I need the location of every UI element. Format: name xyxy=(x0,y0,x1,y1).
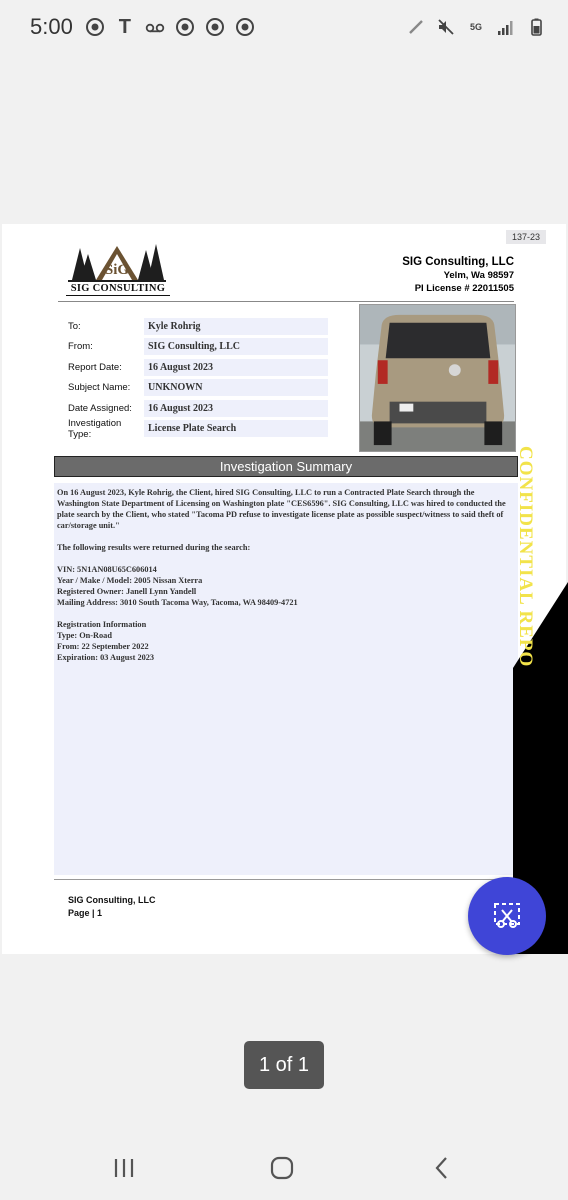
info-value: UNKNOWN xyxy=(144,379,328,396)
info-value: License Plate Search xyxy=(144,420,328,437)
investigation-summary-body xyxy=(54,483,518,875)
summary-intro: On 16 August 2023, Kyle Rohrig, the Client, hired SIG Consulting, LLC to run a Contracted Plate Search through the Washington State Department of Licensing on Washington plate "CES6596". SIG Consulting, LLC was hired to conducted the plate search by the Client, who stated "Tacoma PD refuse to investigate license plate as possible suspect/witness to said theft of car/storage unit." xyxy=(57,488,506,530)
confidential-label: CONFIDENTIAL REPO xyxy=(515,446,536,668)
screen-capture-scissors-icon xyxy=(492,901,522,931)
company-block xyxy=(402,256,514,294)
page-indicator: 1 of 1 xyxy=(244,1041,324,1089)
recent-apps-button[interactable] xyxy=(110,1154,138,1182)
chrome-icon xyxy=(175,17,195,37)
summary-reg-type: Type: On-Road xyxy=(57,631,112,640)
info-label: Report Date: xyxy=(68,361,122,373)
network-label: 5G xyxy=(469,22,482,32)
company-city: Yelm, Wa 98597 xyxy=(443,270,514,281)
status-time: 5:00 xyxy=(30,14,73,39)
footer-divider xyxy=(54,879,514,880)
document-page[interactable] xyxy=(2,224,566,954)
info-value: 16 August 2023 xyxy=(144,359,328,376)
info-label: Investigation Type: xyxy=(68,417,122,440)
summary-owner: Registered Owner: Janell Lynn Yandell xyxy=(57,587,197,596)
chrome-icon xyxy=(85,17,105,37)
info-value: Kyle Rohrig xyxy=(144,318,328,335)
info-label: To: xyxy=(68,320,81,332)
back-button[interactable] xyxy=(428,1154,456,1182)
company-license: PI License # 22011505 xyxy=(414,283,514,294)
summary-vehicle-block xyxy=(57,564,515,608)
summary-ymm: Year / Make / Model: 2005 Nissan Xterra xyxy=(57,576,203,585)
info-row-date-assigned xyxy=(58,398,338,419)
info-row-investigation-type xyxy=(58,419,338,440)
info-row-to xyxy=(58,316,338,337)
summary-vin: VIN: 5N1AN08U65C606014 xyxy=(57,565,157,574)
summary-reg-from: From: 22 September 2022 xyxy=(57,642,149,651)
battery-icon xyxy=(526,17,546,37)
vehicle-photo xyxy=(359,304,516,452)
signal-icon xyxy=(496,17,516,37)
confidential-ribbon-text xyxy=(514,446,540,716)
pencil-icon xyxy=(406,17,426,37)
info-row-subject xyxy=(58,378,338,399)
document-footer xyxy=(68,894,156,920)
company-name: SIG Consulting, LLC xyxy=(402,256,514,268)
summary-reg-header: Registration Information xyxy=(57,620,147,629)
carrier-glyph: T xyxy=(118,15,131,38)
capture-fab-button[interactable] xyxy=(468,877,546,955)
home-icon xyxy=(269,1155,295,1181)
voicemail-icon xyxy=(145,17,165,37)
info-row-report-date xyxy=(58,357,338,378)
summary-registration-block xyxy=(57,619,515,663)
report-info-table xyxy=(58,316,338,439)
info-label: Subject Name: xyxy=(68,382,131,394)
status-bar xyxy=(0,0,568,54)
logo-caption: SIG CONSULTING xyxy=(66,283,170,296)
info-value: 16 August 2023 xyxy=(144,400,328,417)
investigation-summary-header: Investigation Summary xyxy=(54,456,518,477)
summary-address: Mailing Address: 3010 South Tacoma Way, Tacoma, WA 98409-4721 xyxy=(57,598,298,607)
recent-apps-icon xyxy=(111,1155,137,1181)
mute-icon xyxy=(436,17,456,37)
footer-page: Page | 1 xyxy=(68,908,103,918)
svg-text:SiG: SiG xyxy=(104,262,130,278)
tmobile-icon xyxy=(115,17,135,37)
header-divider xyxy=(58,301,514,302)
network-5g-icon xyxy=(466,17,486,37)
summary-results-intro: The following results were returned during the search: xyxy=(57,543,251,552)
info-label: From: xyxy=(68,341,93,353)
chrome-icon xyxy=(205,17,225,37)
summary-reg-exp: Expiration: 03 August 2023 xyxy=(57,653,155,662)
back-chevron-icon xyxy=(429,1155,455,1181)
system-nav-bar xyxy=(0,1134,568,1200)
home-button[interactable] xyxy=(268,1154,296,1182)
footer-company: SIG Consulting, LLC xyxy=(68,895,156,905)
document-reference: 137-23 xyxy=(506,230,546,244)
info-value: SIG Consulting, LLC xyxy=(144,338,328,355)
chrome-icon xyxy=(235,17,255,37)
info-row-from xyxy=(58,337,338,358)
info-label: Date Assigned: xyxy=(68,402,132,414)
